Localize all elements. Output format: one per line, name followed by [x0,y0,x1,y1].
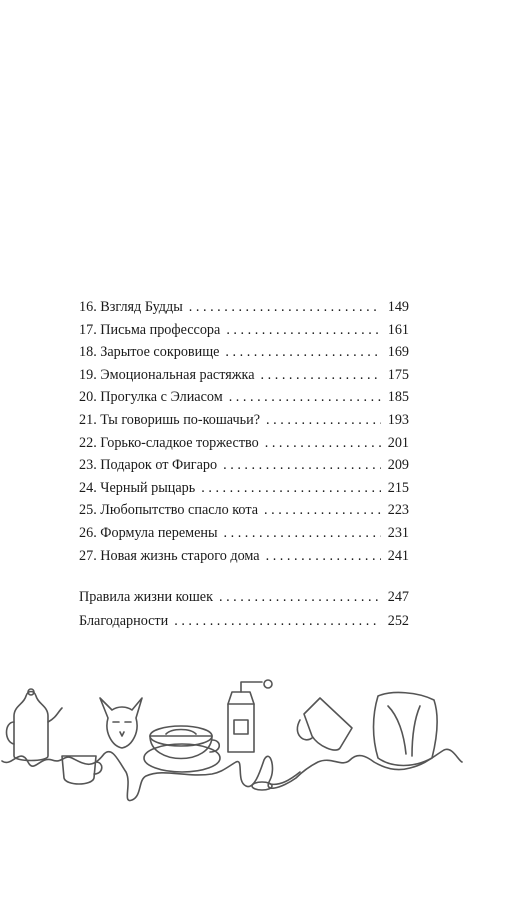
toc-entry-page: 252 [387,613,409,629]
toc-entry[interactable] [79,589,409,613]
toc-entry-page: 185 [387,389,409,406]
toc-entry-page: 209 [387,457,409,474]
toc-appendix [79,589,409,637]
dot-leader [266,548,381,565]
toc-entry-title: Благодарности [79,613,169,629]
toc-entry-title: 18. Зарытое сокровище [79,344,220,361]
toc-entry-title: Правила жизни кошек [79,589,213,605]
toc-entry-title: 25. Любопытство спасло кота [79,502,259,519]
toc-entry-title: 21. Ты говоришь по-кошачьи? [79,411,261,428]
dot-leader [229,389,381,406]
cat-icon [100,698,142,748]
toc-entry-page: 175 [387,366,409,383]
toc-entry[interactable] [79,457,409,480]
toc-entry[interactable] [79,412,409,435]
toc-entry-title: 27. Новая жизнь старого дома [79,547,260,564]
toc-entry-title: 24. Черный рыцарь [79,479,196,496]
toc-entry-title: 22. Горько-сладкое торжество [79,434,259,451]
dot-leader [261,367,381,384]
toc-entry-page: 169 [387,344,409,361]
toc-entry-page: 231 [387,524,409,541]
coffee-cup-icon [144,726,220,772]
toc-entry-page: 223 [387,502,409,519]
toc-entry-title: 23. Подарок от Фигаро [79,457,218,474]
dot-leader [266,412,381,429]
dot-leader [219,589,381,606]
toc-entry-page: 241 [387,547,409,564]
toc-entry[interactable] [79,613,409,637]
toc-entry[interactable] [79,344,409,367]
toc-entry[interactable] [79,548,409,571]
dot-leader [225,344,381,361]
dot-leader [226,322,381,339]
dot-leader [223,457,381,474]
toc-entry-page: 161 [387,321,409,338]
dot-leader [224,525,381,542]
teapot-icon [7,689,63,761]
toc-entry[interactable] [79,389,409,412]
toc-entry-title: 17. Письма профессора [79,321,221,338]
toc-entry-page: 215 [387,479,409,496]
toc-entry[interactable] [79,525,409,548]
dot-leader [264,502,381,519]
toc-entry[interactable] [79,299,409,322]
pillow-icon [374,693,438,766]
illustration-baseline [2,749,462,800]
table-of-contents [79,299,409,570]
toc-entry-page: 247 [387,589,409,605]
toc-entry[interactable] [79,367,409,390]
line-art-illustration [0,676,516,826]
coffee-grinder-icon [228,680,272,752]
mug-icon [297,698,352,750]
dot-leader [201,480,381,497]
toc-entry[interactable] [79,435,409,458]
toc-entry-page: 201 [387,434,409,451]
toc-entry-page: 149 [387,299,409,315]
toc-entry-title: 26. Формула перемены [79,524,218,541]
toc-entry[interactable] [79,480,409,503]
toc-entry[interactable] [79,502,409,525]
dot-leader [265,435,381,452]
toc-entry-title: 16. Взгляд Будды [79,299,183,315]
dot-leader [189,299,381,316]
dot-leader [174,613,381,630]
toc-entry-title: 19. Эмоциональная растяжка [79,366,255,383]
toc-entry-title: 20. Прогулка с Элиасом [79,389,223,406]
toc-entry[interactable] [79,322,409,345]
toc-entry-page: 193 [387,411,409,428]
teacup-icon [62,756,102,784]
